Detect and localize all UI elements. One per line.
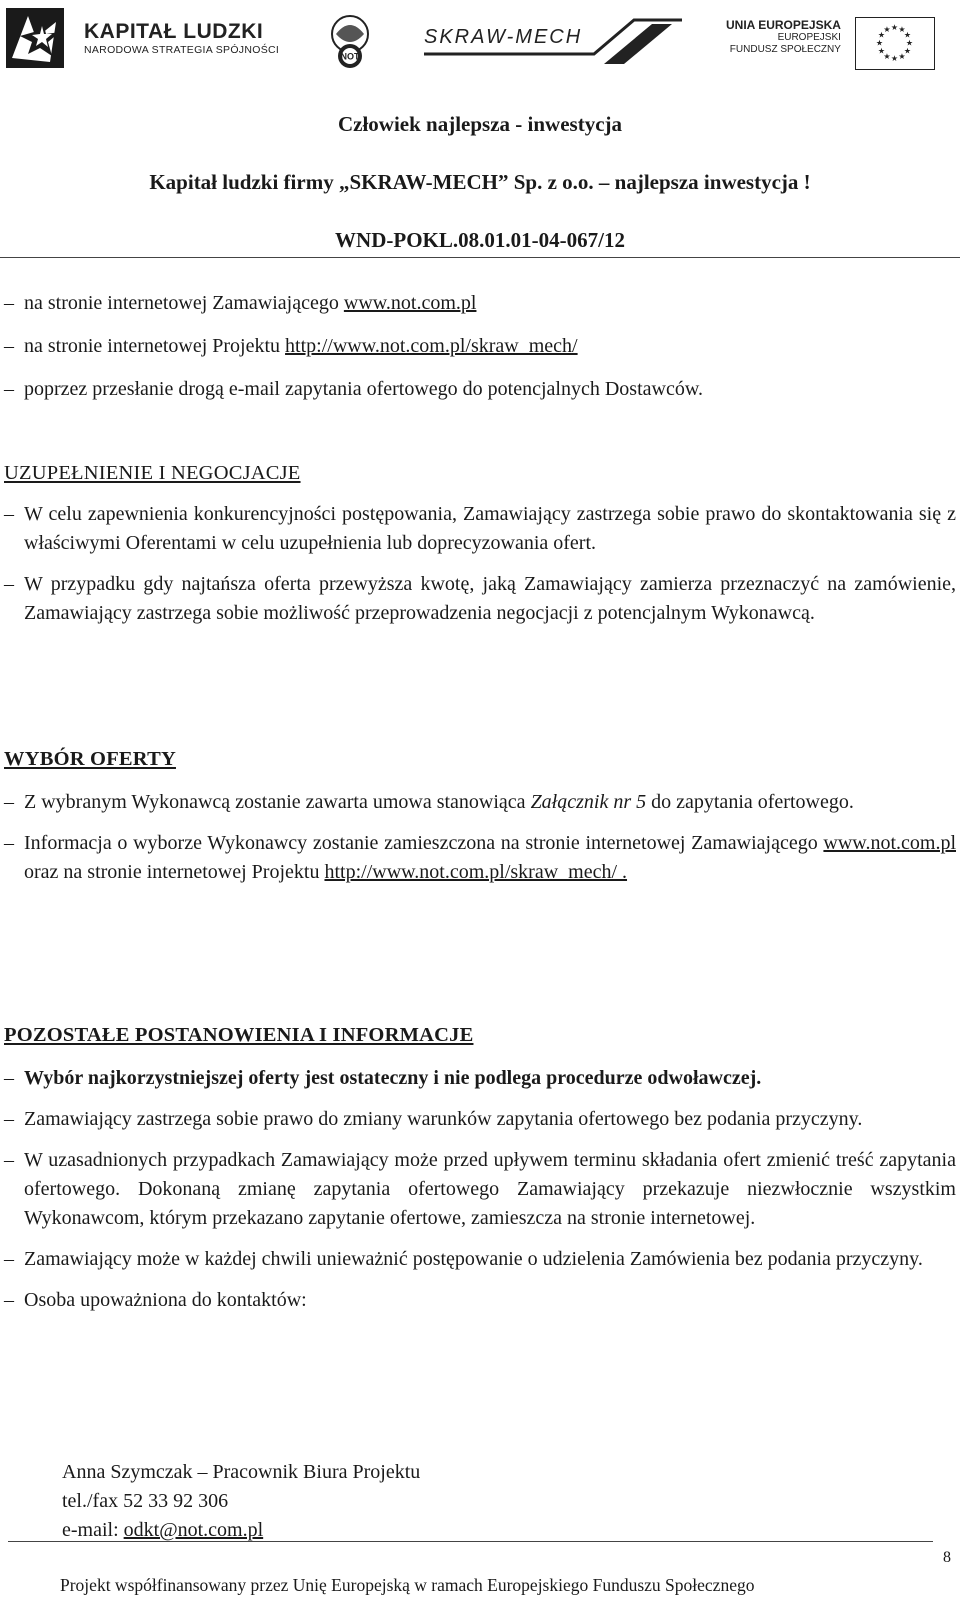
ue-line3: FUNDUSZ SPOŁECZNY [729, 44, 841, 55]
kapital-ludzki-logo [6, 4, 279, 72]
kapital-ludzki-emblem-icon [6, 8, 64, 68]
other-heading: POZOSTAŁE POSTANOWIENIA I INFORMACJE [4, 1024, 474, 1046]
svg-text:★: ★ [890, 23, 899, 32]
ue-text [726, 18, 841, 56]
page-number: 8 [943, 1549, 951, 1566]
project-title: Kapitał ludzki firmy „SKRAW-MECH” Sp. z o.o. – najlepsza inwestycja ! [149, 170, 811, 194]
dash-bullet-icon: – [4, 832, 14, 854]
list-item [4, 1105, 956, 1134]
svg-text:★: ★ [903, 46, 912, 56]
other-item5: Osoba upoważniona do kontaktów: [24, 1289, 307, 1311]
contact-block [62, 1458, 420, 1545]
dash-bullet-icon: – [4, 1067, 14, 1089]
list-item [4, 289, 956, 318]
list-item [4, 788, 956, 817]
dash-bullet-icon: – [4, 378, 14, 400]
dash-bullet-icon: – [4, 292, 14, 314]
list-item [4, 829, 956, 887]
publication-list [4, 289, 956, 404]
attachment-reference: Załącznik nr 5 [530, 791, 647, 813]
selection-heading: WYBÓR OFERTY [4, 748, 176, 770]
svg-text:★: ★ [905, 38, 914, 48]
dash-bullet-icon: – [4, 1289, 14, 1311]
contact-name: Anna Szymczak – Pracownik Biura Projektu [62, 1461, 421, 1483]
negotiation-item1: W celu zapewnienia konkurencyjności postępowania, Zamawiający zastrzega sobie prawo do skontaktowania się z właściwymi Oferentami w celu uzupełnienia lub doprecyzowania ofert. [24, 503, 956, 554]
publication-item3-text: poprzez przesłanie drogą e-mail zapytania ofertowego do potencjalnych Dostawców. [24, 378, 703, 400]
list-item [4, 570, 956, 628]
dash-bullet-icon: – [4, 573, 14, 595]
motto: Człowiek najlepsza - inwestycja [337, 112, 623, 136]
other-item1: Wybór najkorzystniejszej oferty jest ostateczny i nie podlega procedurze odwoławczej. [24, 1067, 762, 1089]
skraw-mech-logo [424, 16, 682, 68]
other-item2: Zamawiający zastrzega sobie prawo do zmiany warunków zapytania ofertowego bez podania przyczyny. [24, 1108, 863, 1130]
dash-bullet-icon: – [4, 1149, 14, 1171]
selection-item1-a: Z wybranym Wykonawcą zostanie zawarta umowa stanowiąca [24, 791, 531, 813]
not-label: NOT [340, 51, 360, 62]
project-website-link[interactable]: http://www.not.com.pl/skraw_mech/ [285, 335, 578, 357]
negotiation-item2: W przypadku gdy najtańsza oferta przewyższa kwotę, jaką Zamawiający zamierza przeznaczyć na zamówienie, Zamawiający zastrzega sobie możliwość przeprowadzenia negocjacji z potencjalnym Wykonawcą. [24, 573, 956, 624]
ue-line1: UNIA EUROPEJSKA [726, 18, 841, 32]
list-item [4, 1286, 956, 1315]
svg-text:★: ★ [875, 38, 884, 48]
selection-item2-b: oraz na stronie internetowej Projektu [24, 861, 325, 883]
dash-bullet-icon: – [4, 503, 14, 525]
other-item4: Zamawiający może w każdej chwili unieważnić postępowanie o udzielenia Zamówienia bez podania przyczyny. [24, 1248, 923, 1270]
footer-divider [8, 1541, 933, 1542]
skraw-mech-wordmark: SKRAW-MECH [424, 26, 583, 48]
header-divider [0, 257, 960, 258]
svg-text:★: ★ [883, 25, 891, 34]
project-website-link[interactable]: http://www.not.com.pl/skraw_mech/ . [324, 861, 628, 883]
eu-flag-icon [855, 17, 935, 70]
publication-item1-text: na stronie internetowej Zamawiającego [24, 292, 344, 314]
svg-text:★: ★ [877, 30, 886, 40]
list-item [4, 500, 956, 558]
svg-text:★: ★ [877, 46, 886, 56]
eu-stars-icon [856, 18, 933, 68]
not-website-link[interactable]: www.not.com.pl [823, 832, 956, 854]
contact-phone: tel./fax 52 33 92 306 [62, 1490, 229, 1512]
not-logo [326, 12, 374, 72]
svg-text:★: ★ [883, 52, 891, 61]
dash-bullet-icon: – [4, 1248, 14, 1270]
list-item [4, 1146, 956, 1233]
header-logos [0, 0, 960, 80]
other-section [4, 1021, 956, 1315]
negotiation-heading: UZUPEŁNIENIE I NEGOCJACJE [4, 462, 301, 484]
svg-text:★: ★ [898, 52, 906, 61]
dash-bullet-icon: – [4, 1108, 14, 1130]
not-website-link[interactable]: www.not.com.pl [343, 292, 477, 314]
dash-bullet-icon: – [4, 791, 14, 813]
dash-bullet-icon: – [4, 335, 14, 357]
contact-email-link[interactable]: odkt@not.com.pl [123, 1519, 264, 1541]
svg-text:★: ★ [903, 30, 912, 40]
list-item [4, 332, 956, 361]
negotiation-section [4, 459, 956, 628]
svg-text:★: ★ [890, 54, 899, 63]
ue-line2: EUROPEJSKI [777, 32, 841, 43]
selection-item2-a: Informacja o wyborze Wykonawcy zostanie zamieszczona na stronie internetowej Zamawiającego [24, 832, 824, 854]
contact-email-label: e-mail: [62, 1519, 124, 1541]
selection-section [4, 745, 956, 887]
footer-text: Projekt współfinansowany przez Unię Europejską w ramach Europejskiego Funduszu Społecznego [60, 1575, 755, 1595]
kapital-ludzki-subtitle: NARODOWA STRATEGIA SPÓJNOŚCI [84, 44, 280, 56]
publication-item2-text: na stronie internetowej Projektu [24, 335, 286, 357]
svg-text:★: ★ [898, 25, 906, 34]
other-item3: W uzasadnionych przypadkach Zamawiający może przed upływem terminu składania ofert zmienić treść zapytania ofertowego. Dokonaną zmianę zapytania ofertowego Zamawiający przekazuje niezwłocznie wszystkim Wykonawcom, którym przekazano zapytanie ofertowe, zamieszcza na stronie internetowej. [24, 1149, 956, 1229]
list-item [4, 1245, 956, 1274]
project-number: WND-POKL.08.01.01-04-067/12 [335, 228, 625, 252]
list-item [4, 375, 956, 404]
selection-item1-b: do zapytania ofertowego. [646, 791, 854, 813]
list-item [4, 1064, 956, 1093]
kapital-ludzki-title: KAPITAŁ LUDZKI [84, 20, 264, 43]
